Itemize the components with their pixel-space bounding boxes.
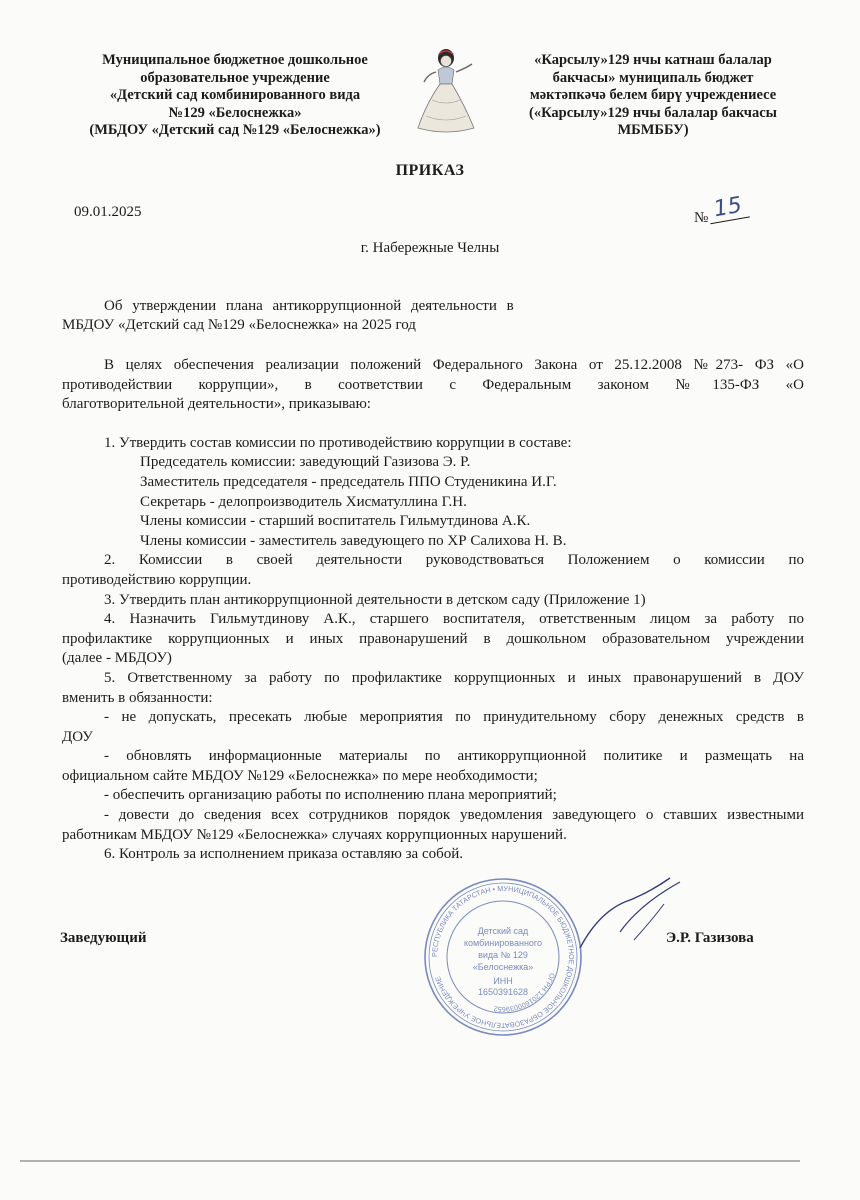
header-left-line: Муниципальное бюджетное дошкольное <box>102 52 368 68</box>
signatory-name: Э.Р. Газизова <box>666 930 754 946</box>
commission-member: Секретарь - делопроизводитель Хисматуллина Г.Н. <box>140 493 467 510</box>
handwritten-signature <box>560 870 710 970</box>
commission-member: Заместитель председателя - председатель ППО Студеникина И.Г. <box>140 473 557 490</box>
number-value-handwritten: 15 <box>706 193 750 225</box>
duty-line: - обеспечить организацию работы по исполнению плана мероприятий; <box>104 787 557 804</box>
header-left-line: образовательное учреждение <box>140 69 330 86</box>
commission-member: Члены комиссии - старший воспитатель Гильмутдинова А.К. <box>140 513 531 530</box>
number-label: № <box>694 210 709 226</box>
stamp-center-line: 1650391628 <box>477 987 529 997</box>
preamble-line: благотворительной деятельности», приказываю: <box>62 396 371 413</box>
item-2-line: противодействию коррупции. <box>62 571 252 588</box>
header-right-line: мәктәпкәчә белем бирү учреждениесе <box>529 87 777 103</box>
subject-line: МБДОУ «Детский сад №129 «Белоснежка» на 2025 год <box>62 317 416 333</box>
document-date: 09.01.2025 <box>74 204 142 220</box>
scan-edge-line <box>20 1160 800 1162</box>
stamp-ring-text: РЕСПУБЛИКА ТАТАРСТАН • МУНИЦИПАЛЬНОЕ БЮДЖЕТНОЕ ДОШКОЛЬНОЕ ОБРАЗОВАТЕЛЬНОЕ УЧРЕЖДЕНИЕ <box>429 883 577 1031</box>
item-4-line: профилактике коррупционных и иных правонарушений в дошкольном образовательном учреждении <box>62 630 804 647</box>
document-number <box>694 192 748 226</box>
duty-line: - довести до сведения всех сотрудников порядок уведомления заведующего о ставших известными <box>104 807 804 824</box>
header-right-line: «Карсылу»129 нчы катнаш балалар <box>534 52 772 68</box>
duty-line: ДОУ <box>62 728 93 745</box>
document-city: г. Набережные Челны <box>360 240 500 256</box>
item-1: 1. Утвердить состав комиссии по противодействию коррупции в составе: <box>104 434 572 451</box>
item-4-line: 4. Назначить Гильмутдинову А.К., старшего воспитателя, ответственным лицом за работу по <box>104 611 804 628</box>
stamp-ogrn: ОГРН 1201600039652 <box>493 971 556 1013</box>
item-6: 6. Контроль за исполнением приказа оставляю за собой. <box>104 846 464 863</box>
item-3: 3. Утвердить план антикоррупционной деятельности в детском саду (Приложение 1) <box>104 591 646 608</box>
header-left-russian <box>70 52 400 140</box>
item-2-line: 2. Комиссии в своей деятельности руководствоваться Положением о комиссии по <box>104 552 804 569</box>
header-right-tatar <box>488 52 818 140</box>
stamp-center-line: Детский сад <box>477 926 529 936</box>
header-right-line: («Карсылу»129 нчы балалар бакчасы <box>528 104 777 121</box>
commission-member: Председатель комиссии: заведующий Газизова Э. Р. <box>140 454 471 471</box>
header-left-line: (МБДОУ «Детский сад №129 «Белоснежка») <box>89 122 381 138</box>
duty-line: работникам МБДОУ №129 «Белоснежка» случаях коррупционных нарушений. <box>62 826 567 843</box>
document-subject <box>62 297 514 335</box>
header-right-line: МБМББУ) <box>617 122 689 138</box>
signatory-position: Заведующий <box>60 930 147 946</box>
duty-line: - не допускать, пресекать любые мероприятия по принудительному сбору денежных средств в <box>104 709 804 726</box>
stamp-center-line: ИНН <box>493 976 513 986</box>
preamble-line: противодействии коррупции», в соответствии с Федеральным законом №135-ФЗ «О <box>62 376 804 393</box>
stamp-center-line: вида № 129 <box>478 950 528 960</box>
header-left-line: №129 «Белоснежка» <box>168 104 302 121</box>
snow-white-figure-icon <box>408 44 484 140</box>
document-body <box>62 356 804 865</box>
stamp-center-line: «Белоснежка» <box>472 962 534 972</box>
item-4-line: (далее - МБДОУ) <box>62 650 172 667</box>
header-left-line: «Детский сад комбинированного вида <box>109 87 361 103</box>
duty-line: официальном сайте МБДОУ №129 «Белоснежка» по мере необходимости; <box>62 767 538 784</box>
document-title: ПРИКАЗ <box>395 162 465 179</box>
commission-member: Члены комиссии - заместитель заведующего по ХР Салихова Н. В. <box>140 532 567 549</box>
header-right-line: бакчасы» муниципаль бюджет <box>552 69 754 86</box>
duty-line: - обновлять информационные материалы по антикоррупционной политике и размещать на <box>104 748 804 765</box>
item-5-line: 5. Ответственному за работу по профилактике коррупционных и иных правонарушений в ДОУ <box>104 669 804 686</box>
preamble-line: В целях обеспечения реализации положений Федерального Закона от 25.12.2008 №273- ФЗ «О <box>104 357 804 373</box>
stamp-center-line: комбинированного <box>463 938 543 948</box>
subject-line: Об утверждении плана антикоррупционной деятельности в <box>104 298 514 314</box>
item-5-line: вменить в обязанности: <box>62 689 213 706</box>
